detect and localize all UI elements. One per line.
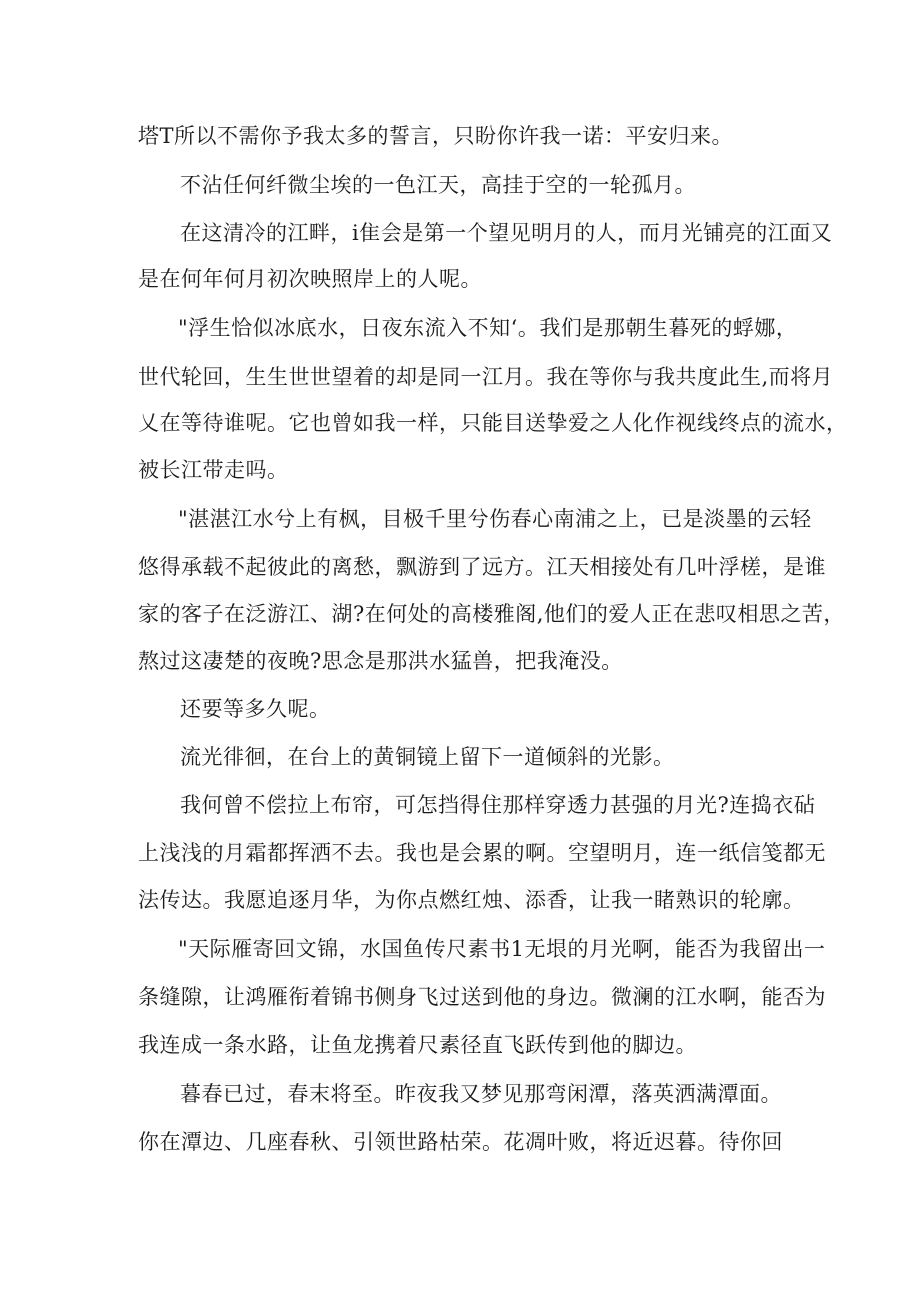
text-line: 还要等多久呢。 <box>180 697 331 721</box>
text-line: 家的客子在泛游江、湖?在何处的高楼雅阁,他们的爱人正在悲叹相思之苦， <box>138 602 845 626</box>
text-line: 世代轮回，生生世世望着的却是同一江月。我在等你与我共度此生,而将月 <box>138 365 834 389</box>
text-line: "天际雁寄回文锦，水国鱼传尺素书1无垠的月光啊，能否为我留出一 <box>178 937 826 961</box>
text-line: 我连成一条水路，让鱼龙携着尺素径直飞跃传到他的脚边。 <box>138 1033 697 1057</box>
text-line: 你在潭边、几座春秋、引领世路枯荣。花凋叶败，将近迟暮。待你回 <box>138 1130 783 1154</box>
text-line: 上浅浅的月霜都挥洒不去。我也是会累的啊。空望明月，连一纸信笺都无 <box>138 841 826 865</box>
text-line: 熬过这凄楚的夜晚?思念是那洪水猛兽，把我淹没。 <box>138 649 623 673</box>
text-line: 乂在等待谁呢。它也曾如我一样，只能目送挚爱之人化作视线终点的流水， <box>138 411 848 435</box>
text-line: 法传达。我愿追逐月华，为你点燃红烛、添香，让我一睹熟识的轮廓。 <box>138 888 805 912</box>
text-line: 我何曾不偿拉上布帘，可怎挡得住那样穿透力甚强的月光?连捣衣砧 <box>180 793 816 817</box>
text-line: 条缝隙，让鸿雁衔着锦书侧身飞过送到他的身边。微澜的江水啊，能否为 <box>138 985 826 1009</box>
text-line: 悠得承载不起彼此的离愁，飘游到了远方。江天相接处有几叶浮槎，是谁 <box>138 555 826 579</box>
text-line: 流光徘徊，在台上的黄铜镜上留下一道倾斜的光影。 <box>180 745 675 769</box>
text-line: 暮春已过，春末将至。昨夜我又梦见那弯闲潭，落英洒满潭面。 <box>180 1082 782 1106</box>
text-line: 在这清冷的江畔，i隹会是第一个望见明月的人，而月光铺亮的江面又 <box>180 221 833 245</box>
text-line: "浮生恰似冰底水，日夜东流入不知‘。我们是那朝生暮死的蜉娜， <box>178 316 798 340</box>
text-line: 是在何年何月初次映照岸上的人呢。 <box>138 267 482 291</box>
text-line: 塔T所以不需你予我太多的誓言，只盼你许我一诺：平安归来。 <box>138 124 734 148</box>
text-line: 被长江带走吗。 <box>138 458 289 482</box>
text-line: "湛湛江水兮上有枫，目极千里兮伤春心南浦之上，已是淡墨的云轻 <box>178 507 812 531</box>
text-line: 不沾任何纤微尘埃的一色江天，高挂于空的一轮孤月。 <box>180 173 696 197</box>
